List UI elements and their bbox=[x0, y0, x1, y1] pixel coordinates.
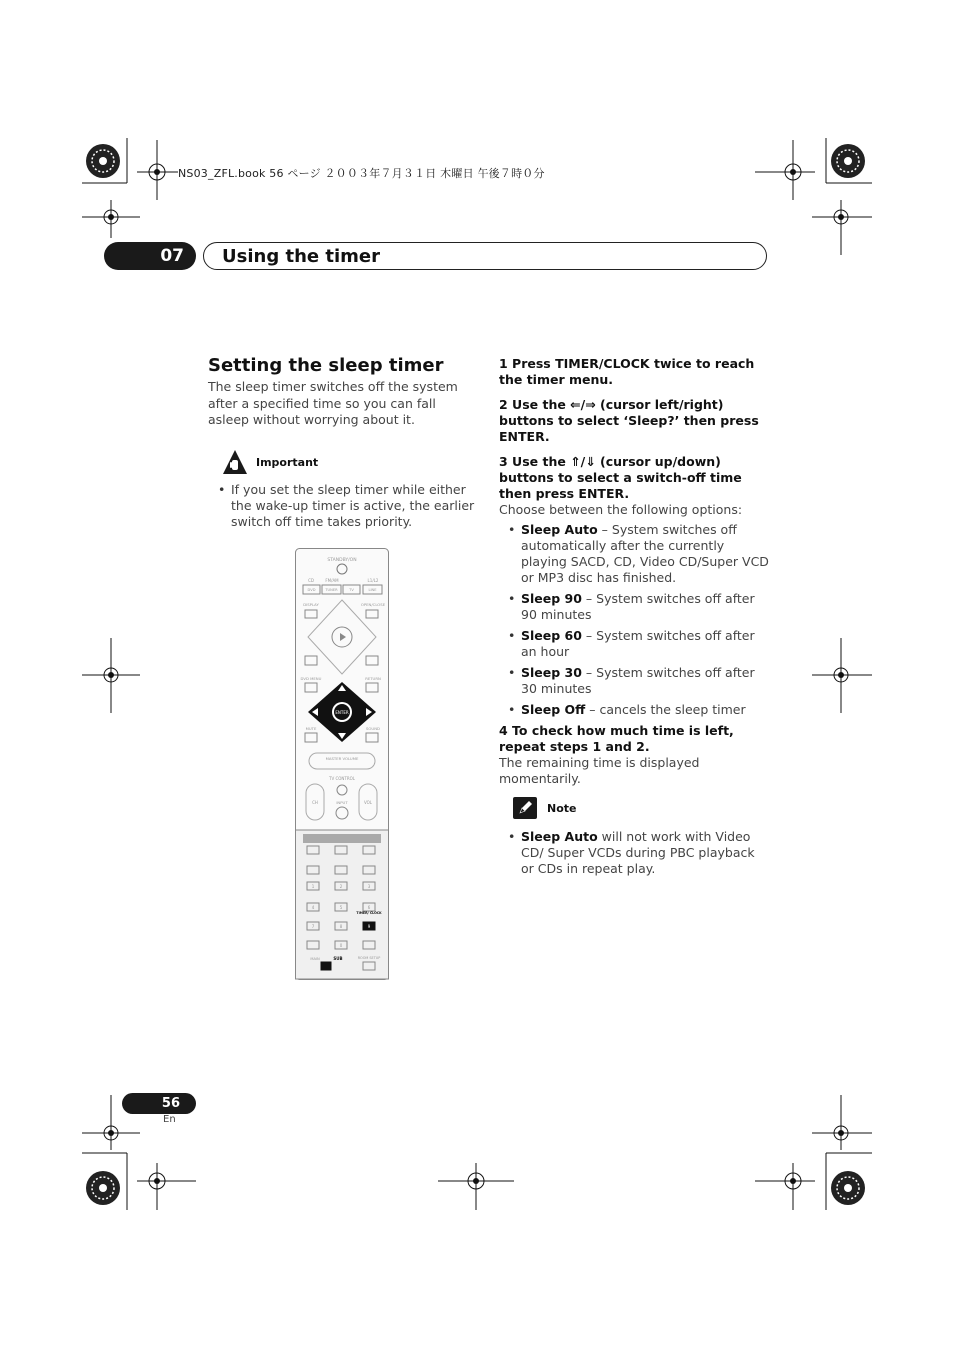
main-label: MAIN bbox=[310, 957, 320, 961]
input-label: INPUT bbox=[336, 800, 348, 805]
step-3-text: Choose between the following options: bbox=[499, 502, 743, 517]
chapter-title: Using the timer bbox=[222, 245, 380, 267]
step-3-heading: 3 Use the ⇑/⇓ (cursor up/down) buttons to select a switch-off time then press ENTER. bbox=[499, 454, 742, 501]
list-item bbox=[508, 665, 769, 697]
page-number: 56 bbox=[161, 1096, 180, 1111]
registration-wheel-icon bbox=[831, 1171, 865, 1205]
num-key: 5 bbox=[339, 905, 343, 910]
right-column bbox=[499, 356, 769, 791]
return-label: RETURN bbox=[365, 676, 381, 681]
important-callout bbox=[222, 448, 318, 476]
step-2-heading: 2 Use the ⇐/⇒ (cursor left/right) buttons to select ‘Sleep?’ then press ENTER. bbox=[499, 397, 759, 444]
note-callout bbox=[513, 797, 576, 819]
source-button: TV bbox=[349, 588, 354, 592]
num-key: 2 bbox=[339, 884, 343, 889]
note-bullets bbox=[508, 829, 770, 882]
option-name: Sleep 90 bbox=[521, 591, 582, 606]
option-desc: – System switches off after an hour bbox=[521, 628, 755, 659]
sleep-options-list bbox=[508, 522, 769, 718]
step-4-heading: 4 To check how much time is left, repeat steps 1 and 2. bbox=[499, 723, 734, 754]
section-title: Setting the sleep timer bbox=[208, 355, 444, 376]
source-button: DVD bbox=[307, 588, 316, 592]
list-item bbox=[508, 702, 769, 718]
step-4-text: The remaining time is displayed momentarily. bbox=[499, 755, 700, 786]
option-desc: – System switches off after 30 minutes bbox=[521, 665, 755, 696]
tv-control-label: TV CONTROL bbox=[329, 776, 355, 781]
master-volume-label: MASTER VOLUME bbox=[325, 756, 359, 761]
option-desc: – System switches off automatically after the currently playing SACD, CD, Video CD/Super VCD or MP3 disc has finished. bbox=[521, 522, 769, 585]
num-key: 4 bbox=[311, 905, 315, 910]
option-name: Sleep 60 bbox=[521, 628, 582, 643]
print-header-info: NS03_ZFL.book 56 ページ ２００３年７月３１日 木曜日 午後７時０分 bbox=[178, 167, 545, 180]
list-item bbox=[508, 628, 769, 660]
option-desc: – cancels the sleep timer bbox=[585, 702, 746, 717]
sound-label: SOUND bbox=[366, 726, 380, 731]
enter-label: ENTER bbox=[335, 710, 349, 715]
source-label: CD bbox=[308, 578, 314, 583]
list-item: • If you set the sleep timer while either the wake-up timer is active, the earlier switch off time takes priority. bbox=[218, 482, 476, 530]
warning-hand-icon bbox=[222, 449, 248, 475]
important-bullets bbox=[218, 482, 476, 535]
open-close-label: OPEN/CLOSE bbox=[360, 602, 386, 607]
step-1-heading: 1 Press TIMER/CLOCK twice to reach the timer menu. bbox=[499, 356, 755, 387]
list-item bbox=[508, 829, 770, 877]
page-number-badge bbox=[122, 1093, 196, 1114]
option-name: Sleep Auto bbox=[521, 522, 598, 537]
vol-label: VOL bbox=[363, 800, 373, 805]
option-name: Sleep Off bbox=[521, 702, 586, 717]
standby-label: STANDBY/ON bbox=[327, 558, 357, 563]
ch-label: CH bbox=[312, 800, 318, 805]
page-language: En bbox=[163, 1114, 176, 1125]
list-item bbox=[508, 591, 769, 623]
main-sub-switch bbox=[321, 962, 331, 970]
registration-wheel-icon bbox=[86, 144, 120, 178]
important-label: Important bbox=[256, 455, 319, 469]
registration-wheel-icon bbox=[831, 144, 865, 178]
mute-label: MUTE bbox=[305, 726, 317, 731]
num-key: 8 bbox=[339, 924, 343, 929]
display-label: DISPLAY bbox=[303, 602, 319, 607]
left-column bbox=[208, 355, 476, 429]
option-name: Sleep 30 bbox=[521, 665, 582, 680]
note-bullet-name: Sleep Auto bbox=[521, 829, 598, 844]
chapter-number: 07 bbox=[160, 246, 184, 266]
note-bullet-desc: will not work with Video CD/ Super VCDs during PBC playback or CDs in repeat play. bbox=[521, 829, 755, 876]
sub-label: SUB bbox=[333, 956, 343, 961]
chapter-title-bar bbox=[203, 242, 767, 270]
timer-clock-label: TIMER/ CLOCK bbox=[356, 911, 382, 915]
pencil-note-icon bbox=[513, 797, 537, 819]
num-key: 9 bbox=[367, 924, 371, 929]
list-item bbox=[508, 522, 769, 586]
num-key: 6 bbox=[367, 905, 371, 910]
section-intro: The sleep timer switches off the system after a specified time so you can fall asleep without worrying about it. bbox=[208, 379, 458, 427]
dvd-menu-label: DVD MENU bbox=[300, 676, 322, 681]
room-setup-label: ROOM SETUP bbox=[357, 956, 381, 960]
source-label: L1/L2 bbox=[367, 578, 379, 583]
registration-wheel-icon bbox=[86, 1171, 120, 1205]
note-label: Note bbox=[547, 801, 577, 815]
source-label: FM/AM bbox=[325, 578, 339, 583]
source-button: LINE bbox=[368, 588, 377, 592]
num-key: 7 bbox=[311, 924, 315, 929]
num-key: 3 bbox=[367, 884, 371, 889]
remote-control-illustration bbox=[295, 548, 389, 980]
num-key: 1 bbox=[311, 884, 315, 889]
num-key: 0 bbox=[339, 943, 343, 948]
source-button: TUNER bbox=[325, 588, 338, 592]
chapter-number-badge bbox=[104, 242, 196, 270]
option-desc: – System switches off after 90 minutes bbox=[521, 591, 755, 622]
